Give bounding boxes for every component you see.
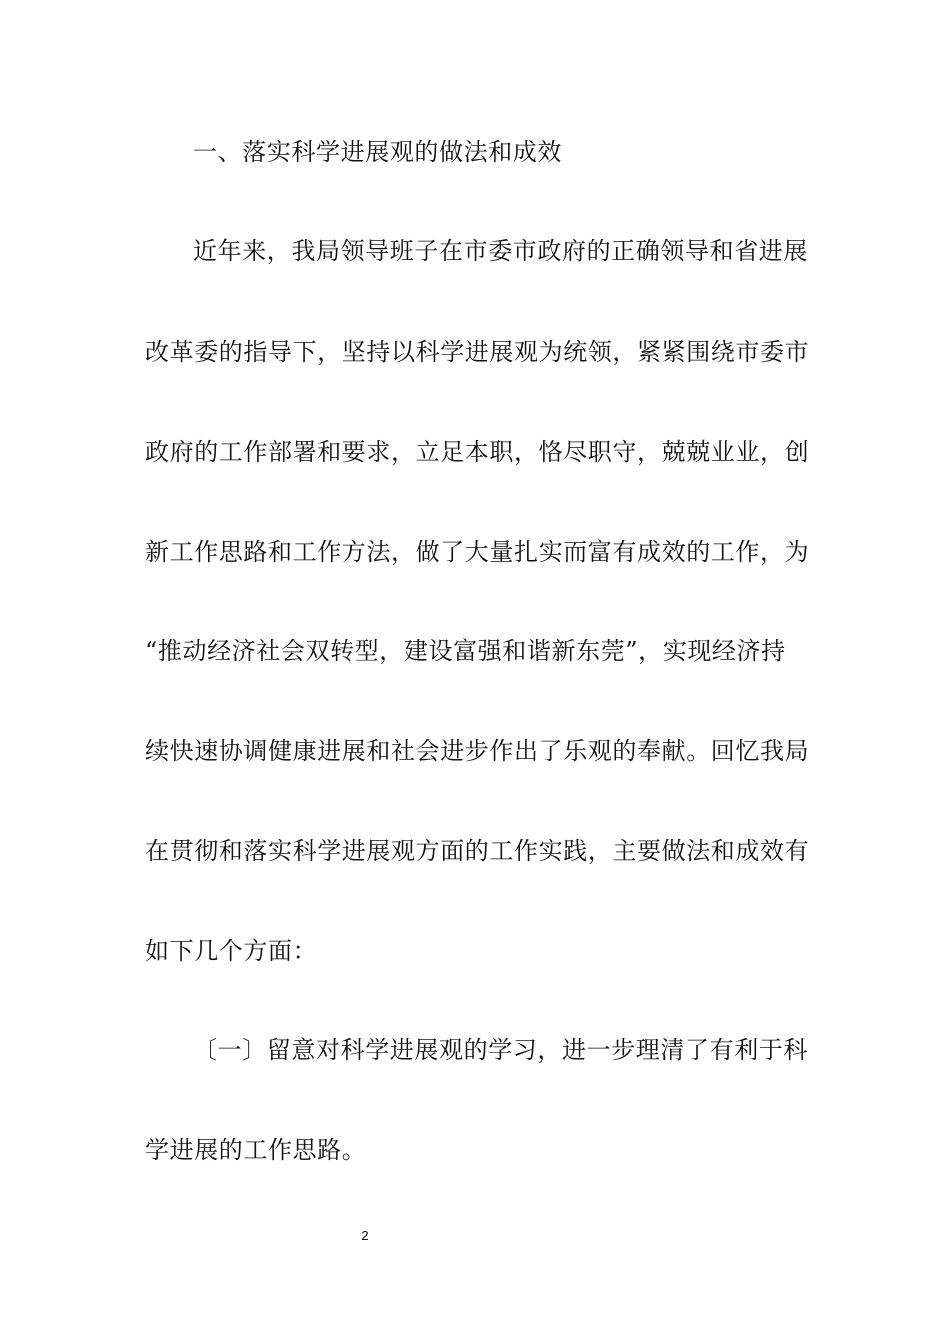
subheading-line: 〔一〕留意对科学进展观的学习，进一步理清了有利于科 bbox=[193, 1036, 808, 1064]
paragraph-line: 政府的工作部署和要求，立足本职，恪尽职守，兢兢业业，创 bbox=[145, 438, 810, 466]
paragraph-line: 在贯彻和落实科学进展观方面的工作实践，主要做法和成效有 bbox=[145, 837, 810, 865]
paragraph-line: 改革委的指导下，坚持以科学进展观为统领，紧紧围绕市委市 bbox=[145, 338, 810, 366]
paragraph-line: 近年来，我局领导班子在市委市政府的正确领导和省进展 bbox=[193, 237, 808, 265]
section-heading: 一、落实科学进展观的做法和成效 bbox=[193, 138, 562, 166]
paragraph-line: “推动经济社会双转型，建设富强和谐新东莞”，实现经济持 bbox=[145, 637, 786, 665]
page-number: 2 bbox=[361, 1228, 369, 1243]
paragraph-line: 如下几个方面： bbox=[145, 937, 318, 965]
paragraph-line: 续快速协调健康进展和社会进步作出了乐观的奉献。回忆我局 bbox=[145, 737, 810, 765]
paragraph-line: 新工作思路和工作方法，做了大量扎实而富有成效的工作，为 bbox=[145, 538, 810, 566]
subheading-line: 学进展的工作思路。 bbox=[145, 1136, 367, 1164]
